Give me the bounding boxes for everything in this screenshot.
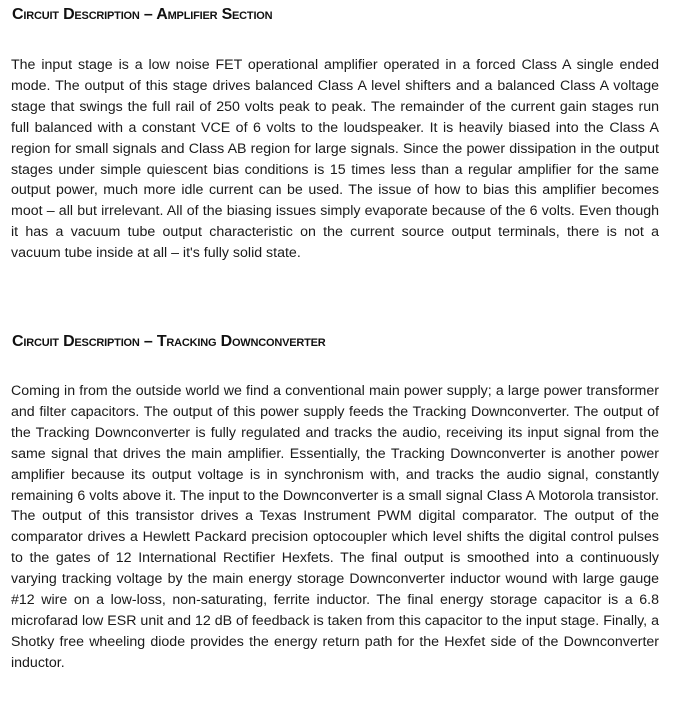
amplifier-section-paragraph: The input stage is a low noise FET operational amplifier operated in a forced Class A single ended mode. The output of this stage drives balanced Class A level shifters and a balanced Class A voltage stage that swings the full rail of 250 volts peak to peak. The remainder of the current gain stages run full balanced with a constant VCE of 6 volts to the loudspeaker. It is heavily biased into the Class A region for small signals and Class AB region for large signals. Since the power dissipation in the output stages under simple quiescent bias conditions is 15 times less than a regular amplifier for the same output power, much more idle current can be used. The issue of how to bias this amplifier becomes moot – all but irrelevant. All of the biasing issues simply evaporate because of the 6 volts. Even though it has a vacuum tube output characteristic on the current source output terminals, there is not a vacuum tube inside at all – it's fully solid state.	[11, 57, 659, 262]
amplifier-section-heading: Circuit Description – Amplifier Section	[12, 6, 273, 23]
tracking-downconverter-paragraph: Coming in from the outside world we find a conventional main power supply; a large power transformer and filter capacitors. The output of this power supply feeds the Tracking Downconverter. The output of the Tracking Downconverter is fully regulated and tracks the audio, receiving its input signal from the same signal that drives the main amplifier. Essentially, the Tracking Downconverter is another power amplifier because its output voltage is in synchronism with, and tracks the audio signal, constantly remaining 6 volts above it. The input to the Downconverter is a small signal Class A Motorola transistor. The output of this transistor drives a Texas Instrument PWM digital comparator. The output of the comparator drives a Hewlett Packard precision optocoupler which level shifts the digital control pulses to the gates of 12 International Rectifier Hexfets. The final output is smoothed into a continuously varying tracking voltage by the main energy storage Downconverter inductor wound with large gauge #12 wire on a low-loss, non-saturating, ferrite inductor. The final energy storage capacitor is a 6.8 microfarad low ESR unit and 12 dB of feedback is taken from this capacitor to the input stage. Finally, a Shotky free wheeling diode provides the energy return path for the Hexfet side of the Downconverter inductor.	[11, 383, 659, 671]
tracking-downconverter-heading: Circuit Description – Tracking Downconverter	[12, 333, 326, 350]
